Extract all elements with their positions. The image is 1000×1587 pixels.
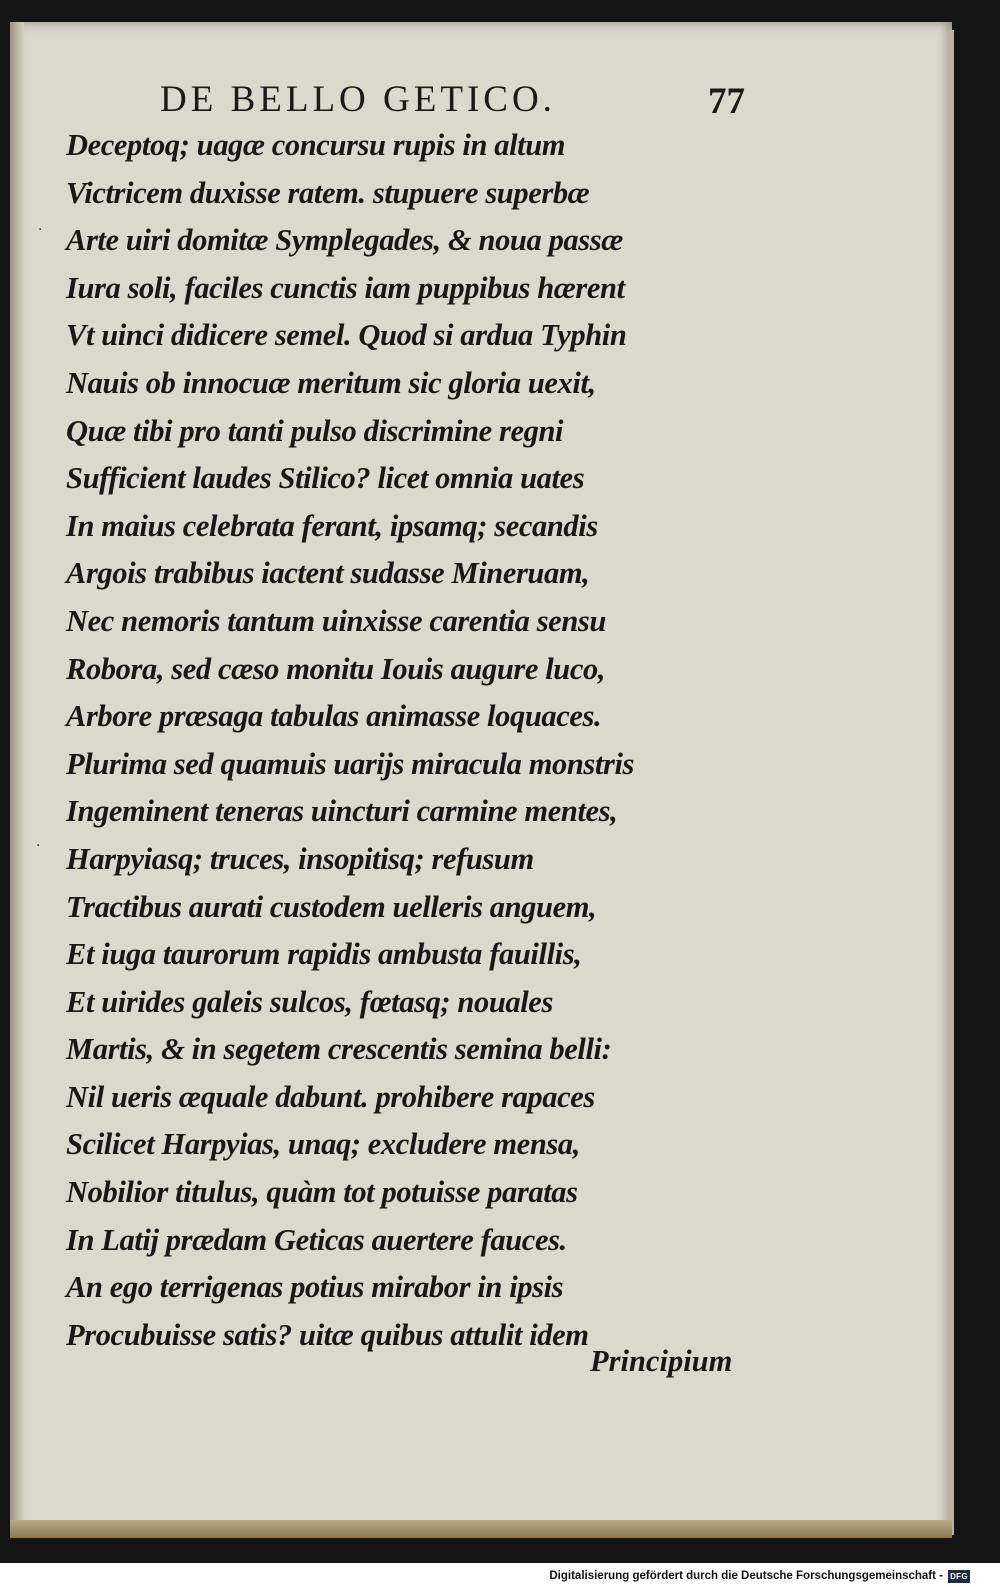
verse-line: Tractibus aurati custodem uelleris anguem, <box>66 889 597 924</box>
verse-line: Deceptoq; uagæ concursu rupis in altum <box>66 128 566 162</box>
verse-line: An ego terrigenas potius mirabor in ipsis <box>66 1270 564 1305</box>
verse-line: Victricem duxisse ratem. stupuere superbæ <box>66 175 590 210</box>
verse-line: In maius celebrata ferant, ipsamq; secandis <box>66 508 598 543</box>
verse-line: Arbore præsaga tabulas animasse loquaces. <box>66 699 602 734</box>
verse-line: Sufficient laudes Stilico? licet omnia uates <box>66 461 585 496</box>
verse-line: Et iuga taurorum rapidis ambusta fauillis, <box>66 937 582 972</box>
verse-line: Martis, & in segetem crescentis semina belli: <box>66 1032 612 1067</box>
margin-mark: · <box>36 838 41 854</box>
verse-line: Nauis ob innocuæ meritum sic gloria uexit, <box>66 365 596 400</box>
verse-line: Nobilior titulus, quàm tot potuisse paratas <box>66 1175 578 1210</box>
verse-line: Nec nemoris tantum uinxisse carentia sensu <box>66 603 606 638</box>
page-number: 77 <box>708 81 745 122</box>
verse-line: In Latij prædam Geticas auertere fauces. <box>66 1222 567 1257</box>
credit-text: Digitalisierung gefördert durch die Deutsche Forschungsgemeinschaft - <box>549 1570 943 1582</box>
verse-line: Vt uinci didicere semel. Quod si ardua Typhin <box>66 318 627 353</box>
verse-line: Procubuisse satis? uitæ quibus attulit idem <box>66 1317 589 1352</box>
verse-line: Robora, sed cæso monitu Iouis augure luco, <box>66 651 606 686</box>
verse-line: Arte uiri domitæ Symplegades, & noua passæ <box>66 223 623 258</box>
verse-line: Ingeminent teneras uincturi carmine mentes, <box>66 794 618 829</box>
page-gutter <box>10 22 24 1534</box>
dfg-logo-icon: DFG <box>948 1570 970 1583</box>
verse-line: Iura soli, faciles cunctis iam puppibus hærent <box>66 270 625 305</box>
running-title: DE BELLO GETICO. <box>160 79 556 120</box>
verse-line: Argois trabibus iactent sudasse Mineruam, <box>66 556 590 591</box>
catchword: Principium <box>590 1344 733 1378</box>
page-edge <box>948 30 954 1535</box>
verse-line: Plurima sed quamuis uarijs miracula monstris <box>66 746 634 781</box>
verse-line: Nil ueris æquale dabunt. prohibere rapaces <box>66 1079 595 1114</box>
verse-line: Scilicet Harpyias, unaq; excludere mensa, <box>66 1127 580 1162</box>
verse-text <box>66 122 746 1359</box>
verse-line: Quæ tibi pro tanti pulso discrimine regni <box>66 413 564 448</box>
page-bottom-edge <box>10 1520 952 1538</box>
digitization-credit <box>549 1567 970 1585</box>
verse-line: Harpyiasq; truces, insopitisq; refusum <box>66 841 534 876</box>
verse-line: Et uirides galeis sulcos, fœtasq; nouales <box>66 984 553 1019</box>
margin-mark: · <box>38 222 43 238</box>
page-header <box>160 78 760 128</box>
